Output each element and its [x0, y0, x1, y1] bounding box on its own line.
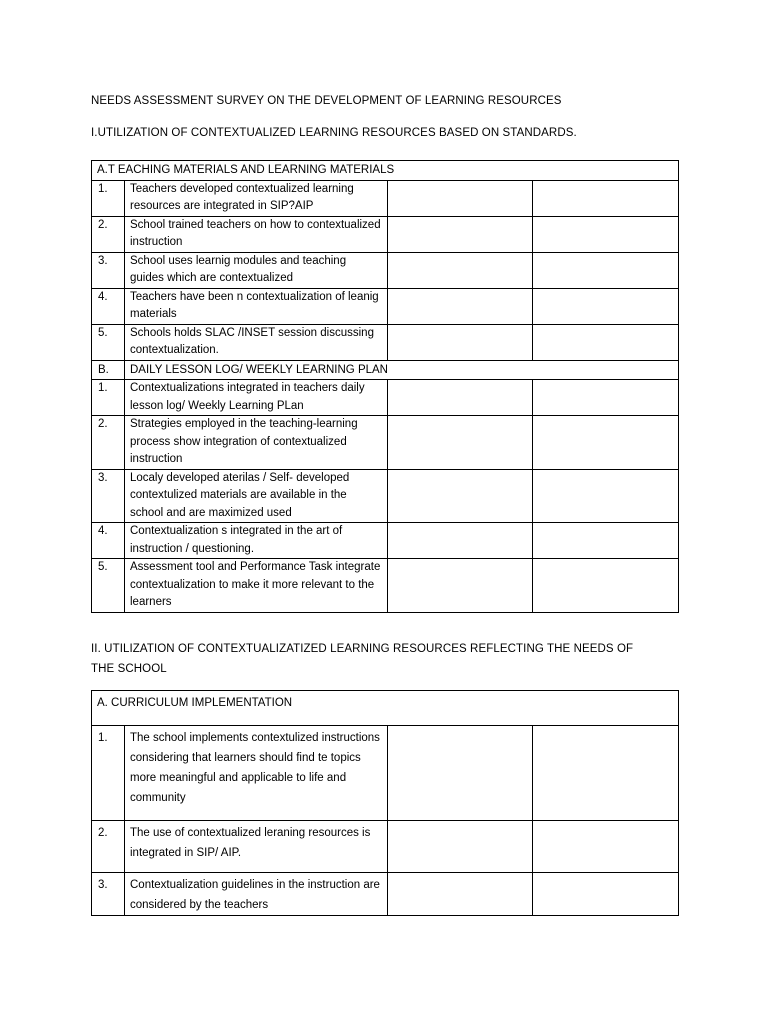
item-text: Teachers have been n contextualization of leanig materials — [125, 288, 388, 324]
item-text: Assessment tool and Performance Task integrate contextualization to make it more relevant to the learners — [125, 559, 388, 613]
remarks-cell[interactable] — [533, 726, 679, 821]
item-number: 1. — [92, 380, 125, 416]
table-row — [92, 821, 679, 873]
response-cell[interactable] — [388, 288, 533, 324]
table-row — [92, 180, 679, 216]
item-number: 2. — [92, 416, 125, 470]
remarks-cell[interactable] — [533, 288, 679, 324]
item-text: The use of contextualized leraning resources is integrated in SIP/ AIP. — [125, 821, 388, 873]
remarks-cell[interactable] — [533, 469, 679, 523]
group-a-label: A.T EACHING MATERIALS AND LEARNING MATERIALS — [92, 161, 679, 181]
document-title: NEEDS ASSESSMENT SURVEY ON THE DEVELOPMENT OF LEARNING RESOURCES — [91, 95, 562, 107]
item-text: School trained teachers on how to contextualized instruction — [125, 216, 388, 252]
item-number: 4. — [92, 523, 125, 559]
response-cell[interactable] — [388, 559, 533, 613]
table-row — [92, 873, 679, 916]
remarks-cell[interactable] — [533, 216, 679, 252]
response-cell[interactable] — [388, 180, 533, 216]
remarks-cell[interactable] — [533, 416, 679, 470]
response-cell[interactable] — [388, 523, 533, 559]
group-b-label: DAILY LESSON LOG/ WEEKLY LEARNING PLAN — [125, 360, 679, 380]
response-cell[interactable] — [388, 380, 533, 416]
item-number: 2. — [92, 821, 125, 873]
remarks-cell[interactable] — [533, 252, 679, 288]
item-number: 4. — [92, 288, 125, 324]
curriculum-label: A. CURRICULUM IMPLEMENTATION — [92, 691, 679, 726]
table-row — [92, 726, 679, 821]
section-1-title: I.UTILIZATION OF CONTEXTUALIZED LEARNING RESOURCES BASED ON STANDARDS. — [91, 127, 577, 139]
remarks-cell[interactable] — [533, 559, 679, 613]
item-text: Schools holds SLAC /INSET session discussing contextualization. — [125, 324, 388, 360]
table-row — [92, 380, 679, 416]
remarks-cell[interactable] — [533, 380, 679, 416]
item-number: 1. — [92, 180, 125, 216]
response-cell[interactable] — [388, 416, 533, 470]
table-row — [92, 559, 679, 613]
table-row — [92, 324, 679, 360]
section-2-title: II. UTILIZATION OF CONTEXTUALIZATIZED LEARNING RESOURCES REFLECTING THE NEEDS OF THE SCHOOL — [91, 643, 634, 675]
curriculum-header-row — [92, 691, 679, 726]
response-cell[interactable] — [388, 216, 533, 252]
section-1-table — [91, 160, 679, 613]
table-row — [92, 216, 679, 252]
item-number: 2. — [92, 216, 125, 252]
response-cell[interactable] — [388, 873, 533, 916]
group-b-header-row — [92, 360, 679, 380]
item-text: Teachers developed contextualized learning resources are integrated in SIP?AIP — [125, 180, 388, 216]
response-cell[interactable] — [388, 324, 533, 360]
response-cell[interactable] — [388, 469, 533, 523]
table-row — [92, 523, 679, 559]
item-text: Contextualizations integrated in teachers daily lesson log/ Weekly Learning PLan — [125, 380, 388, 416]
table-row — [92, 469, 679, 523]
table-row — [92, 288, 679, 324]
item-text: Strategies employed in the teaching-learning process show integration of contextualized instruction — [125, 416, 388, 470]
item-number: 5. — [92, 559, 125, 613]
item-text: Localy developed aterilas / Self- developed contextulized materials are available in the school and are maximized used — [125, 469, 388, 523]
item-number: 3. — [92, 873, 125, 916]
section-2-table — [91, 690, 679, 916]
remarks-cell[interactable] — [533, 180, 679, 216]
remarks-cell[interactable] — [533, 324, 679, 360]
item-number: 5. — [92, 324, 125, 360]
response-cell[interactable] — [388, 821, 533, 873]
item-text: School uses learnig modules and teaching guides which are contextualized — [125, 252, 388, 288]
response-cell[interactable] — [388, 252, 533, 288]
item-text: Contextualization s integrated in the art of instruction / questioning. — [125, 523, 388, 559]
item-text: The school implements contextulized instructions considering that learners should find te topics more meaningful and applicable to life and community — [125, 726, 388, 821]
table-row — [92, 416, 679, 470]
remarks-cell[interactable] — [533, 873, 679, 916]
item-number: 1. — [92, 726, 125, 821]
response-cell[interactable] — [388, 726, 533, 821]
group-a-header-row — [92, 161, 679, 181]
item-text: Contextualization guidelines in the instruction are considered by the teachers — [125, 873, 388, 916]
item-number: 3. — [92, 469, 125, 523]
group-b-number: B. — [92, 360, 125, 380]
table-row — [92, 252, 679, 288]
remarks-cell[interactable] — [533, 523, 679, 559]
item-number: 3. — [92, 252, 125, 288]
remarks-cell[interactable] — [533, 821, 679, 873]
